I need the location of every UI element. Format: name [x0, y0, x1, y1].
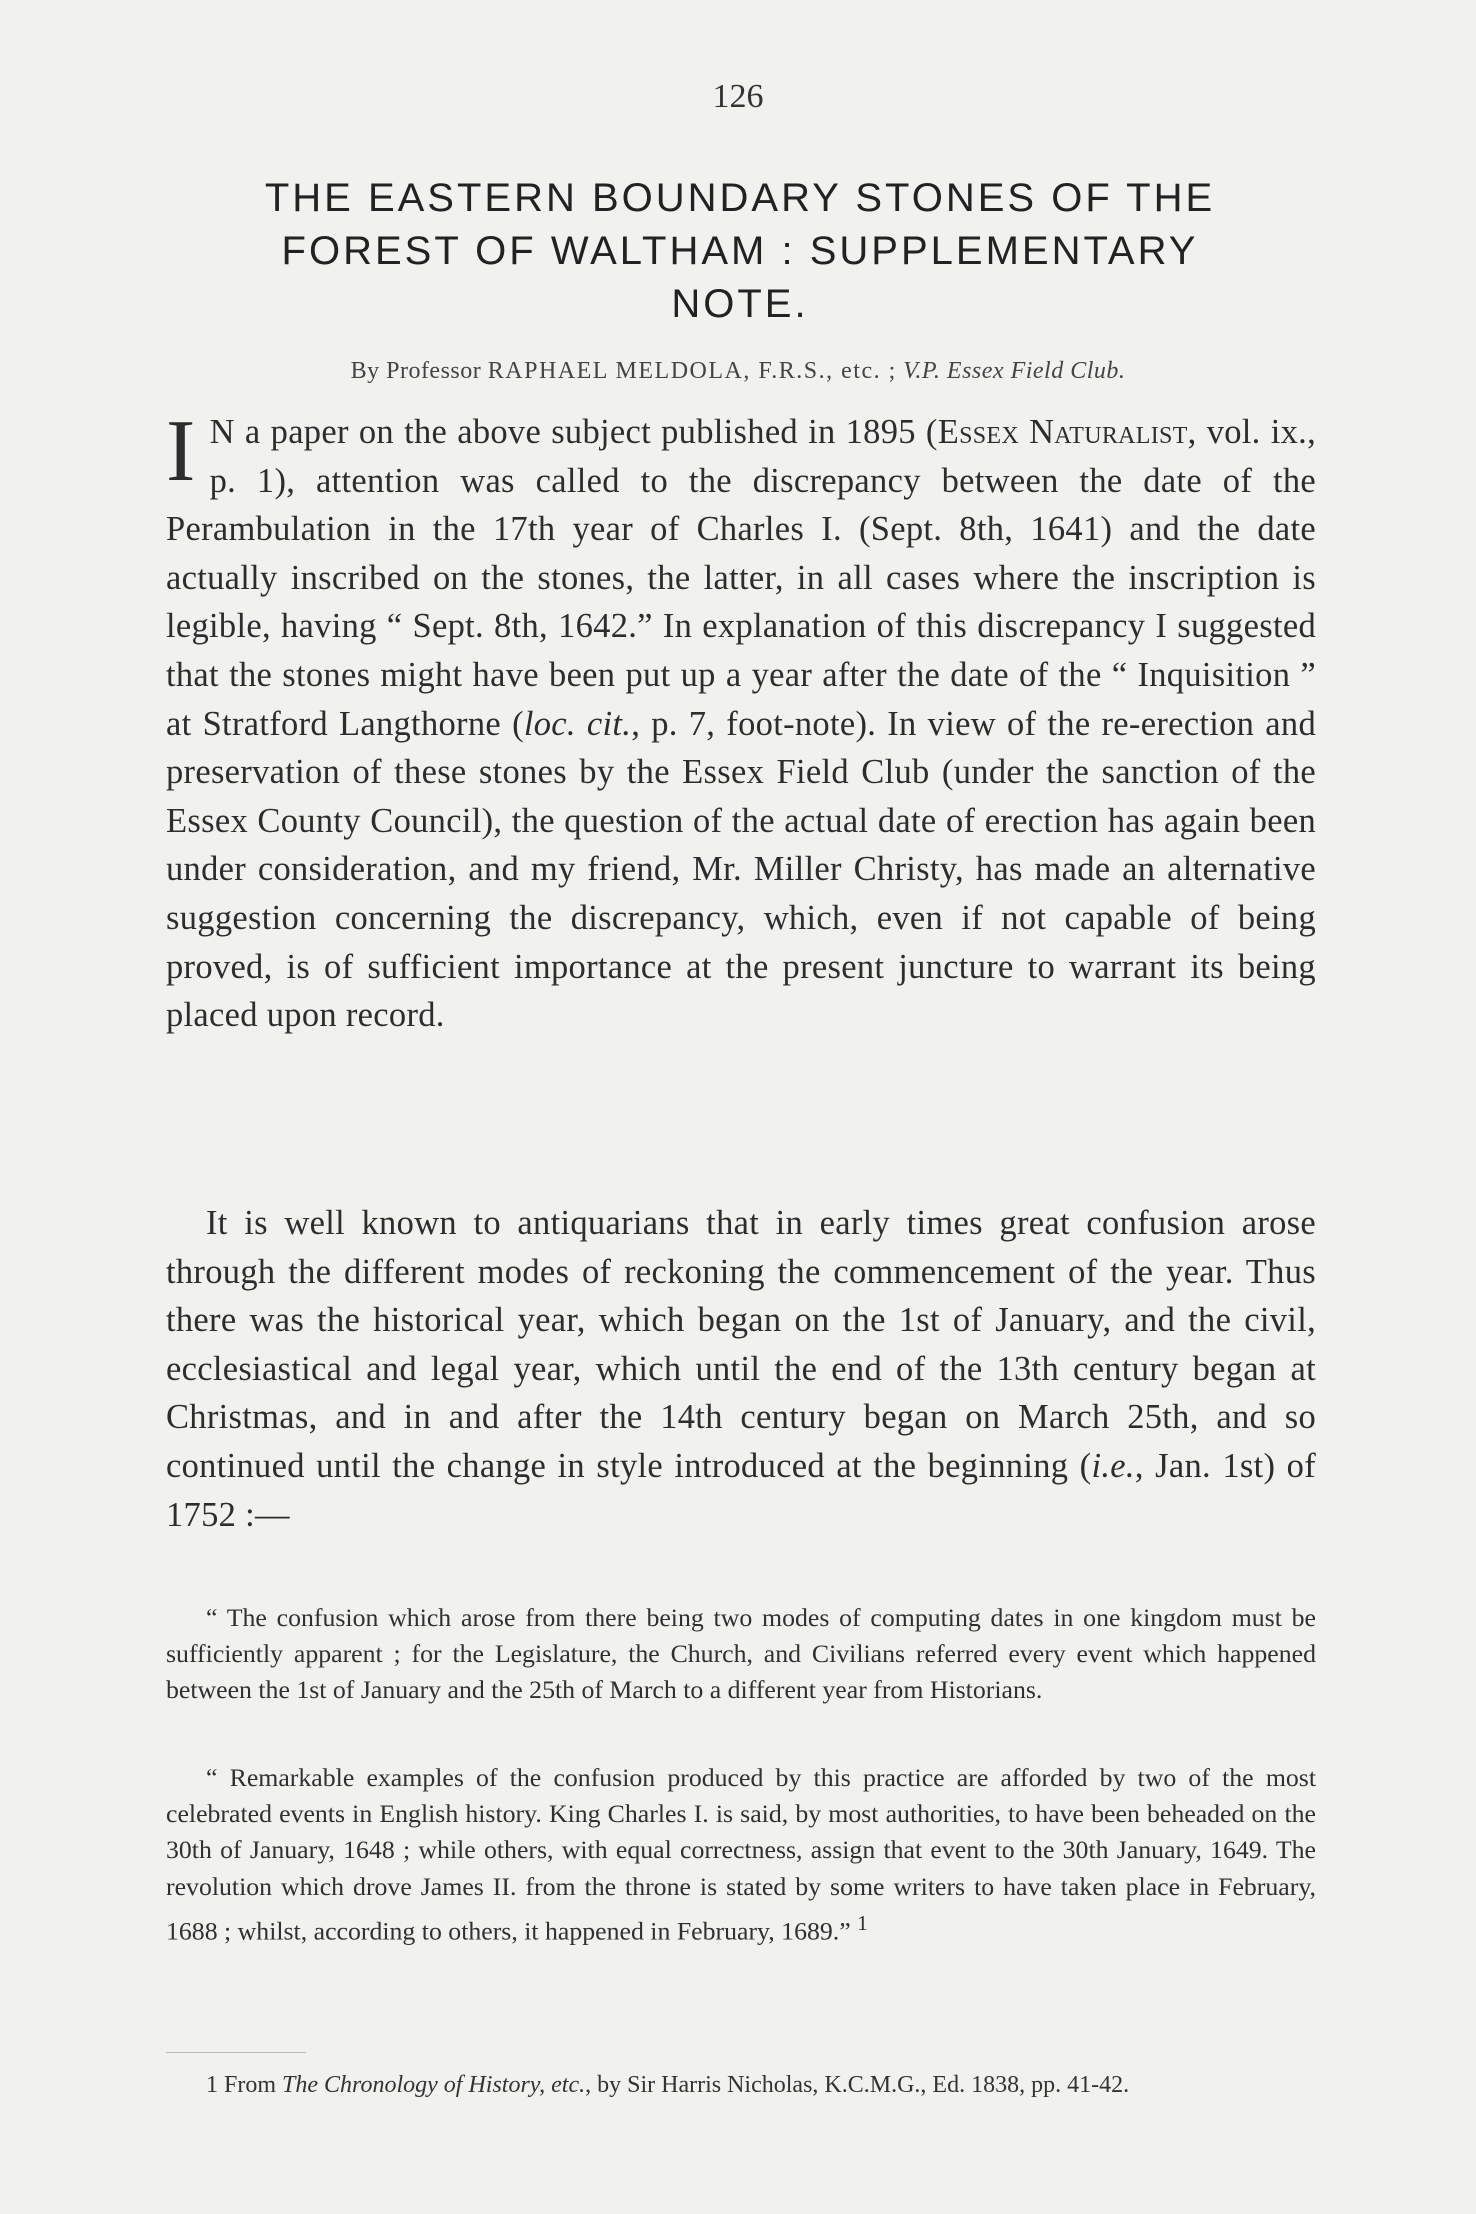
footnote [166, 2070, 1316, 2101]
paragraph-2 [166, 1199, 1316, 1539]
block-quote-2 [166, 1760, 1316, 1950]
title-line-1: THE EASTERN BOUNDARY STONES OF THE [264, 176, 1216, 220]
title-line-2: FOREST OF WALTHAM : SUPPLEMENTARY [281, 229, 1199, 273]
paragraph-1 [166, 403, 1316, 1040]
byline [0, 358, 1476, 385]
title-line-3: NOTE. [671, 282, 809, 326]
footnote-number: 1 [206, 2072, 218, 2098]
footnote-prefix: From [218, 2072, 283, 2098]
footnote-divider [166, 2052, 306, 2053]
journal-name: Essex Naturalist [937, 413, 1188, 451]
footnote-suffix: , by Sir Harris Nicholas, K.C.M.G., Ed. 1838, pp. 41-42. [585, 2072, 1130, 2098]
drop-cap: I [166, 403, 196, 500]
byline-prefix: By Professor [350, 358, 488, 384]
page-number: 126 [712, 78, 764, 115]
paragraph-1-part-1: N a paper on the above subject published in 1895 ( [209, 413, 938, 451]
paragraph-1-part-2: , vol. ix., p. 1), attention was called to the discrepancy between the date of the Perambulation in the 17th year of Charles I. (Sept. 8th, 1641) and the date actually inscribed on the stones, the latter, in all cases where the inscription is legible, having “ Sept. 8th, 1642.” In explanation of this discrepancy I suggested that the stones might have been put up a year after the date of the “ Inquisition ” at Stratford Langthorne ( [166, 413, 1316, 743]
loc-cit: loc. cit. [523, 704, 632, 743]
footnote-work: The Chronology of History, etc. [282, 2072, 586, 2098]
author-name: RAPHAEL MELDOLA, F.R.S., etc. ; [487, 358, 897, 384]
block-quote-1: “ The confusion which arose from there being two modes of computing dates in one kingdom must be sufficiently apparent ; for the Legislature, the Church, and Civilians referred every event which happened between the 1st of January and the 25th of March to a different year from Historians. [166, 1603, 1316, 1705]
block-quote-2-text: “ Remarkable examples of the confusion produced by this practice are afforded by two of the most celebrated events in English history. King Charles I. is said, by most authorities, to have been beheaded on the 30th of January, 1648 ; while others, with equal correctness, assign that event to the 30th January, 1649. The revolution which drove James II. from the throne is stated by some writers to have taken place in February, 1688 ; whilst, according to others, it happened in February, 1689.” [166, 1763, 1316, 1946]
ie-abbrev: i.e. [1091, 1446, 1135, 1485]
author-role: V.P. Essex Field Club. [903, 358, 1126, 384]
footnote-marker: 1 [857, 1910, 868, 1935]
paragraph-2-part-1: It is well known to antiquarians that in early times great confusion arose through the different modes of reckoning the commencement of the year. Thus there was the historical year, which began on the 1st of January, and the civil, ecclesiastical and legal year, which until the end of the 13th century began at Christmas, and in and after the 14th century began on March 25th, and so continued until the change in style introduced at the beginning ( [166, 1204, 1316, 1485]
paragraph-1-part-3: , p. 7, foot-note). In view of the re-erection and preservation of these stones by the Essex Field Club (under the sanction of the Essex County Council), the question of the actual date of erection has again been under consideration, and my friend, Mr. Miller Christy, has made an alternative suggestion concerning the discrepancy, which, even if not capable of being proved, is of sufficient importance at the present juncture to warrant its being placed upon record. [166, 704, 1316, 1035]
paragraph-2-part-2: , Jan. 1st) of 1752 :— [166, 1446, 1316, 1534]
article-title [150, 172, 1330, 331]
